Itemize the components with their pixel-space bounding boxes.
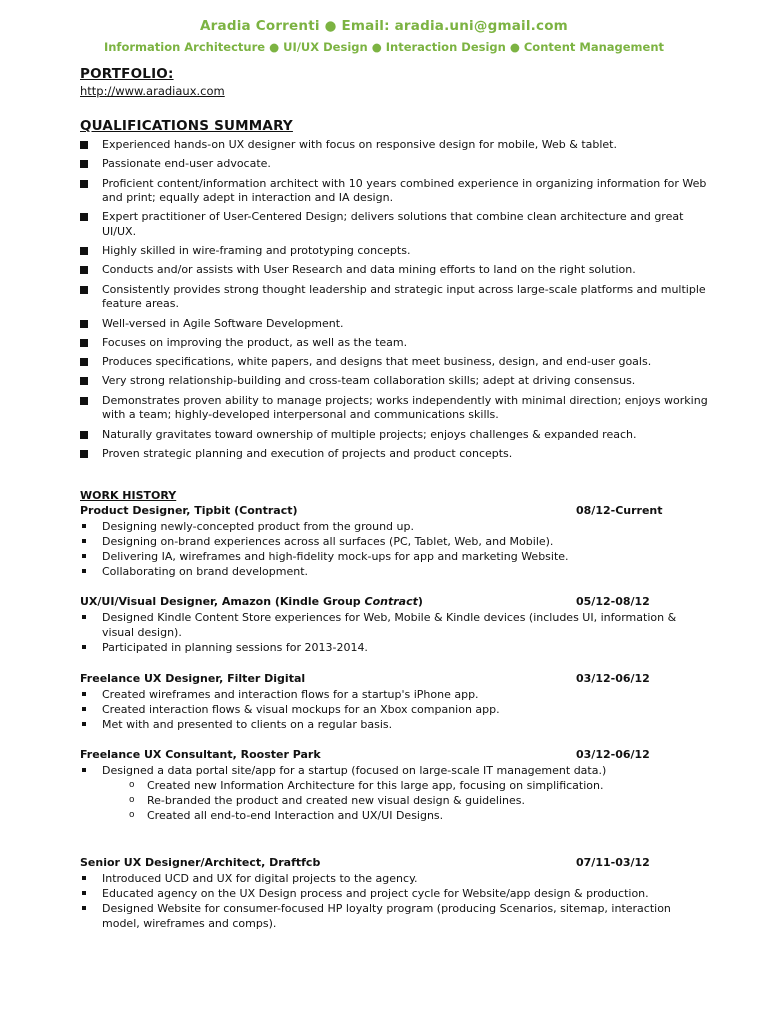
portfolio-heading: PORTFOLIO: [80,66,174,82]
bullet-icon [82,906,86,910]
job-bullet: Created interaction flows & visual mockups for an Xbox companion app. [80,702,700,717]
square-bullet-icon [80,286,88,294]
qualification-item: Very strong relationship-building and cross-team collaboration skills; adept at driving consensus. [80,374,720,389]
bullet-icon [82,692,86,696]
job-sub-bullet: o Created all end-to-end Interaction and UX/UI Designs. [129,809,444,822]
job-bullet: Introduced UCD and UX for digital projects to the agency. [80,871,700,886]
qualification-item: Naturally gravitates toward ownership of multiple projects; enjoys challenges & expanded reach. [80,428,720,443]
square-bullet-icon [80,339,88,347]
job-bullets [80,871,700,931]
job-header [80,856,700,871]
job-bullet: Designed a data portal site/app for a startup (focused on large-scale IT management data.) [80,763,700,778]
square-bullet-icon [80,247,88,255]
job-bullet: Educated agency on the UX Design process and project cycle for Website/app design & production. [80,886,700,901]
bullet-icon [82,891,86,895]
job-header [80,504,700,519]
square-bullet-icon [80,431,88,439]
job-bullet: Participated in planning sessions for 2013-2014. [80,640,700,655]
bullet-icon [82,768,86,772]
square-bullet-icon [80,397,88,405]
job-date: 03/12-06/12 [576,672,650,685]
qualification-item: Focuses on improving the product, as well as the team. [80,336,720,351]
job-bullets [80,519,700,579]
job-bullet: Designing on-brand experiences across all surfaces (PC, Tablet, Web, and Mobile). [80,534,700,549]
qualification-item: Passionate end-user advocate. [80,157,720,172]
job-bullet: Designing newly-concepted product from the ground up. [80,519,700,534]
qualification-item: Proven strategic planning and execution of projects and product concepts. [80,447,720,462]
header-skill-tags: Information Architecture ● UI/UX Design ● Interaction Design ● Content Management [103,40,665,54]
job-entry-filter-digital [80,672,700,732]
square-bullet-icon [80,358,88,366]
qualification-item: Well-versed in Agile Software Development. [80,317,720,332]
job-bullet: Collaborating on brand development. [80,564,700,579]
qualification-item: Consistently provides strong thought leadership and strategic input across large-scale platforms and multiple feature areas. [80,283,720,312]
job-header [80,672,700,687]
bullet-icon [82,554,86,558]
work-history-heading: WORK HISTORY [80,489,177,502]
circle-bullet-icon: o [129,810,135,820]
square-bullet-icon [80,141,88,149]
square-bullet-icon [80,450,88,458]
job-date: 08/12-Current [576,504,663,517]
job-bullet: Designed Website for consumer-focused HP loyalty program (producing Scenarios, sitemap, interaction model, wireframes and comps). [80,901,700,931]
qualification-item: Experienced hands-on UX designer with focus on responsive design for mobile, Web & tablet. [80,138,720,153]
qualifications-heading: QUALIFICATIONS SUMMARY [80,118,293,134]
bullet-icon [82,569,86,573]
qualifications-list [80,138,720,466]
job-bullets [80,610,700,655]
job-title: Freelance UX Consultant, Rooster Park [80,748,321,761]
qualification-item: Highly skilled in wire-framing and prototyping concepts. [80,244,720,259]
bullet-icon [82,722,86,726]
job-title: UX/UI/Visual Designer, Amazon (Kindle Group Contract) [80,595,423,608]
job-bullet: Delivering IA, wireframes and high-fidelity mock-ups for app and marketing Website. [80,549,700,564]
square-bullet-icon [80,160,88,168]
job-entry-tipbit [80,504,700,579]
job-sub-bullet: o Created new Information Architecture for this large app, focusing on simplification. [129,779,604,792]
job-title: Freelance UX Designer, Filter Digital [80,672,306,685]
job-header [80,748,700,763]
square-bullet-icon [80,180,88,188]
job-entry-draftfcb [80,856,700,931]
square-bullet-icon [80,377,88,385]
job-bullet: Created wireframes and interaction flows for a startup's iPhone app. [80,687,700,702]
bullet-icon [82,539,86,543]
job-sub-bullet: o Re-branded the product and created new visual design & guidelines. [129,794,525,807]
bullet-icon [82,615,86,619]
qualification-item: Conducts and/or assists with User Research and data mining efforts to land on the right solution. [80,263,720,278]
square-bullet-icon [80,320,88,328]
job-bullet: Designed Kindle Content Store experiences for Web, Mobile & Kindle devices (includes UI, information & visual design). [80,610,700,640]
qualification-item: Expert practitioner of User-Centered Design; delivers solutions that combine clean architecture and great UI/UX. [80,210,720,239]
job-entry-rooster-park [80,748,700,823]
square-bullet-icon [80,266,88,274]
bullet-icon [82,524,86,528]
job-date: 07/11-03/12 [576,856,650,869]
job-title: Product Designer, Tipbit (Contract) [80,504,298,517]
square-bullet-icon [80,213,88,221]
job-entry-amazon [80,595,700,655]
portfolio-link[interactable]: http://www.aradiaux.com [80,84,225,98]
job-bullets [80,763,700,823]
job-title: Senior UX Designer/Architect, Draftfcb [80,856,321,869]
job-bullets [80,687,700,732]
qualification-item: Demonstrates proven ability to manage projects; works independently with minimal direction; enjoys working with a team; highly-developed interpersonal and communications skills. [80,394,720,423]
job-header [80,595,700,610]
bullet-icon [82,707,86,711]
qualification-item: Produces specifications, white papers, and designs that meet business, design, and end-user goals. [80,355,720,370]
bullet-icon [82,645,86,649]
circle-bullet-icon: o [129,795,135,805]
job-date: 05/12-08/12 [576,595,650,608]
bullet-icon [82,876,86,880]
job-date: 03/12-06/12 [576,748,650,761]
qualification-item: Proficient content/information architect with 10 years combined experience in organizing information for Web and print; equally adept in interaction and IA design. [80,177,720,206]
job-bullet: Met with and presented to clients on a regular basis. [80,717,700,732]
header-name-email: Aradia Correnti ● Email: aradia.uni@gmail.com [200,18,568,34]
circle-bullet-icon: o [129,780,135,790]
